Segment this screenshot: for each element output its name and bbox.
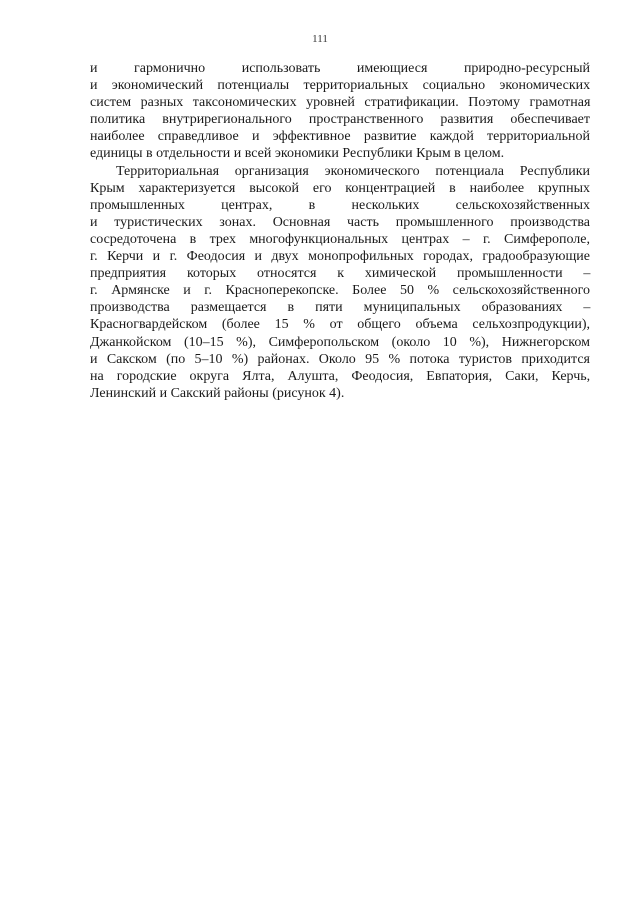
paragraph-1: [90, 60, 590, 163]
text-line: единицы в отдельности и всей экономики Республики Крым в целом.: [90, 146, 505, 162]
text-line: производства размещается в пяти муниципальных образованиях –: [90, 300, 591, 316]
text-line: предприятия которых относятся к химической промышленности –: [90, 266, 591, 282]
text-line: Крым характеризуется высокой его концентрацией в наиболее крупных: [90, 180, 590, 196]
text-line: Красногвардейском (более 15 % от общего объема сельхозпродукции),: [90, 317, 590, 333]
paragraph-2: [90, 163, 590, 402]
text-line: систем разных таксономических уровней стратификации. Поэтому грамотная: [90, 95, 591, 111]
text-line: и экономический потенциалы территориальных социально экономических: [90, 78, 591, 94]
text-line: наиболее справедливое и эффективное развитие каждой территориальной: [90, 129, 590, 145]
text-line: Джанкойском (10–15 %), Симферопольском (около 10 %), Нижнегорском: [90, 334, 590, 350]
text-line: и гармонично использовать имеющиеся природно-ресурсный: [90, 61, 590, 76]
text-line: г. Керчи и г. Феодосия и двух монопрофильных городах, градообразующие: [90, 249, 590, 265]
text-line: и туристических зонах. Основная часть промышленного производства: [90, 214, 590, 230]
page-number: 111: [312, 33, 328, 45]
text-line: на городские округа Ялта, Алушта, Феодосия, Евпатория, Саки, Керчь,: [90, 368, 591, 384]
text-line: промышленных центрах, в нескольких сельскохозяйственных: [90, 197, 590, 213]
text-line: и Сакском (по 5–10 %) районах. Около 95 % потока туристов приходится: [90, 351, 590, 367]
text-line: Ленинский и Сакский районы (рисунок 4).: [90, 385, 345, 401]
body-text: [90, 60, 590, 402]
text-line: политика внутрирегионального пространственного развития обеспечивает: [90, 112, 590, 128]
text-line: г. Армянске и г. Красноперекопске. Более 50 % сельскохозяйственного: [90, 283, 590, 299]
text-line: сосредоточена в трех многофункциональных центрах – г. Симферополе,: [90, 231, 590, 247]
text-line: Территориальная организация экономического потенциала Республики: [116, 163, 590, 179]
